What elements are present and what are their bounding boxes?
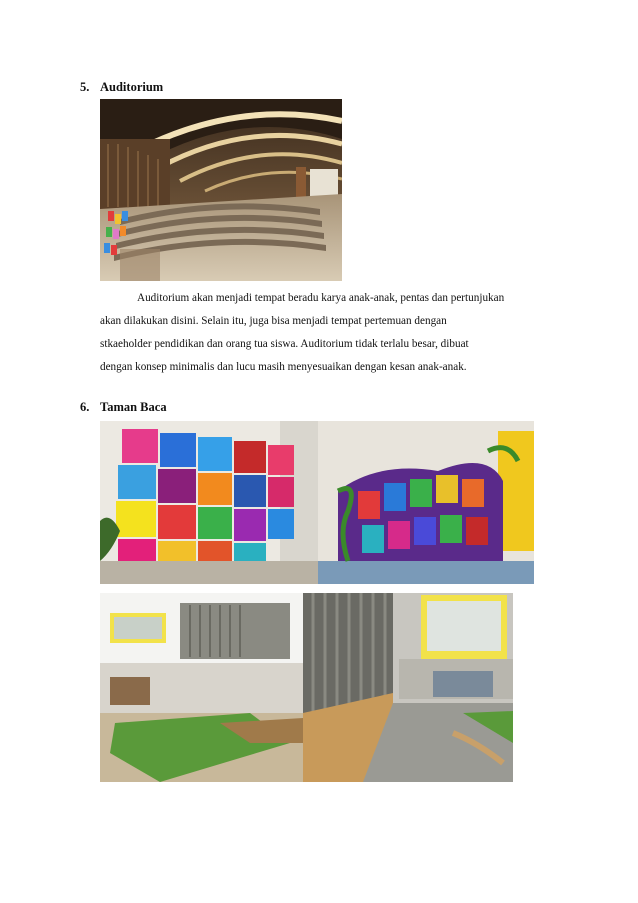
section-6-heading [80,400,167,415]
section-5-number: 5. [80,80,90,94]
section-5-title: Auditorium [100,80,164,94]
auditorium-photo [100,99,342,281]
bulletin-board-photo [318,421,534,584]
paragraph-line: dengan konsep minimalis dan lucu masih menyesuaikan dengan kesan anak-anak. [100,361,467,373]
section-6-title: Taman Baca [100,400,167,414]
section-6-number: 6. [80,400,90,414]
auditorium-description [100,287,570,379]
paragraph-line: Auditorium akan menjadi tempat beradu karya anak-anak, pentas dan pertunjukan [137,292,505,304]
courtyard-photo [100,593,303,782]
paragraph-line: akan dilakukan disini. Selain itu, juga bisa menjadi tempat pertemuan dengan [100,315,447,327]
section-5-heading [80,80,163,95]
paragraph-line: stkaeholder pendidikan dan orang tua siswa. Auditorium tidak terlalu besar, dibuat [100,338,469,350]
art-wall-photo [100,421,318,584]
reading-corridor-photo [303,593,513,782]
